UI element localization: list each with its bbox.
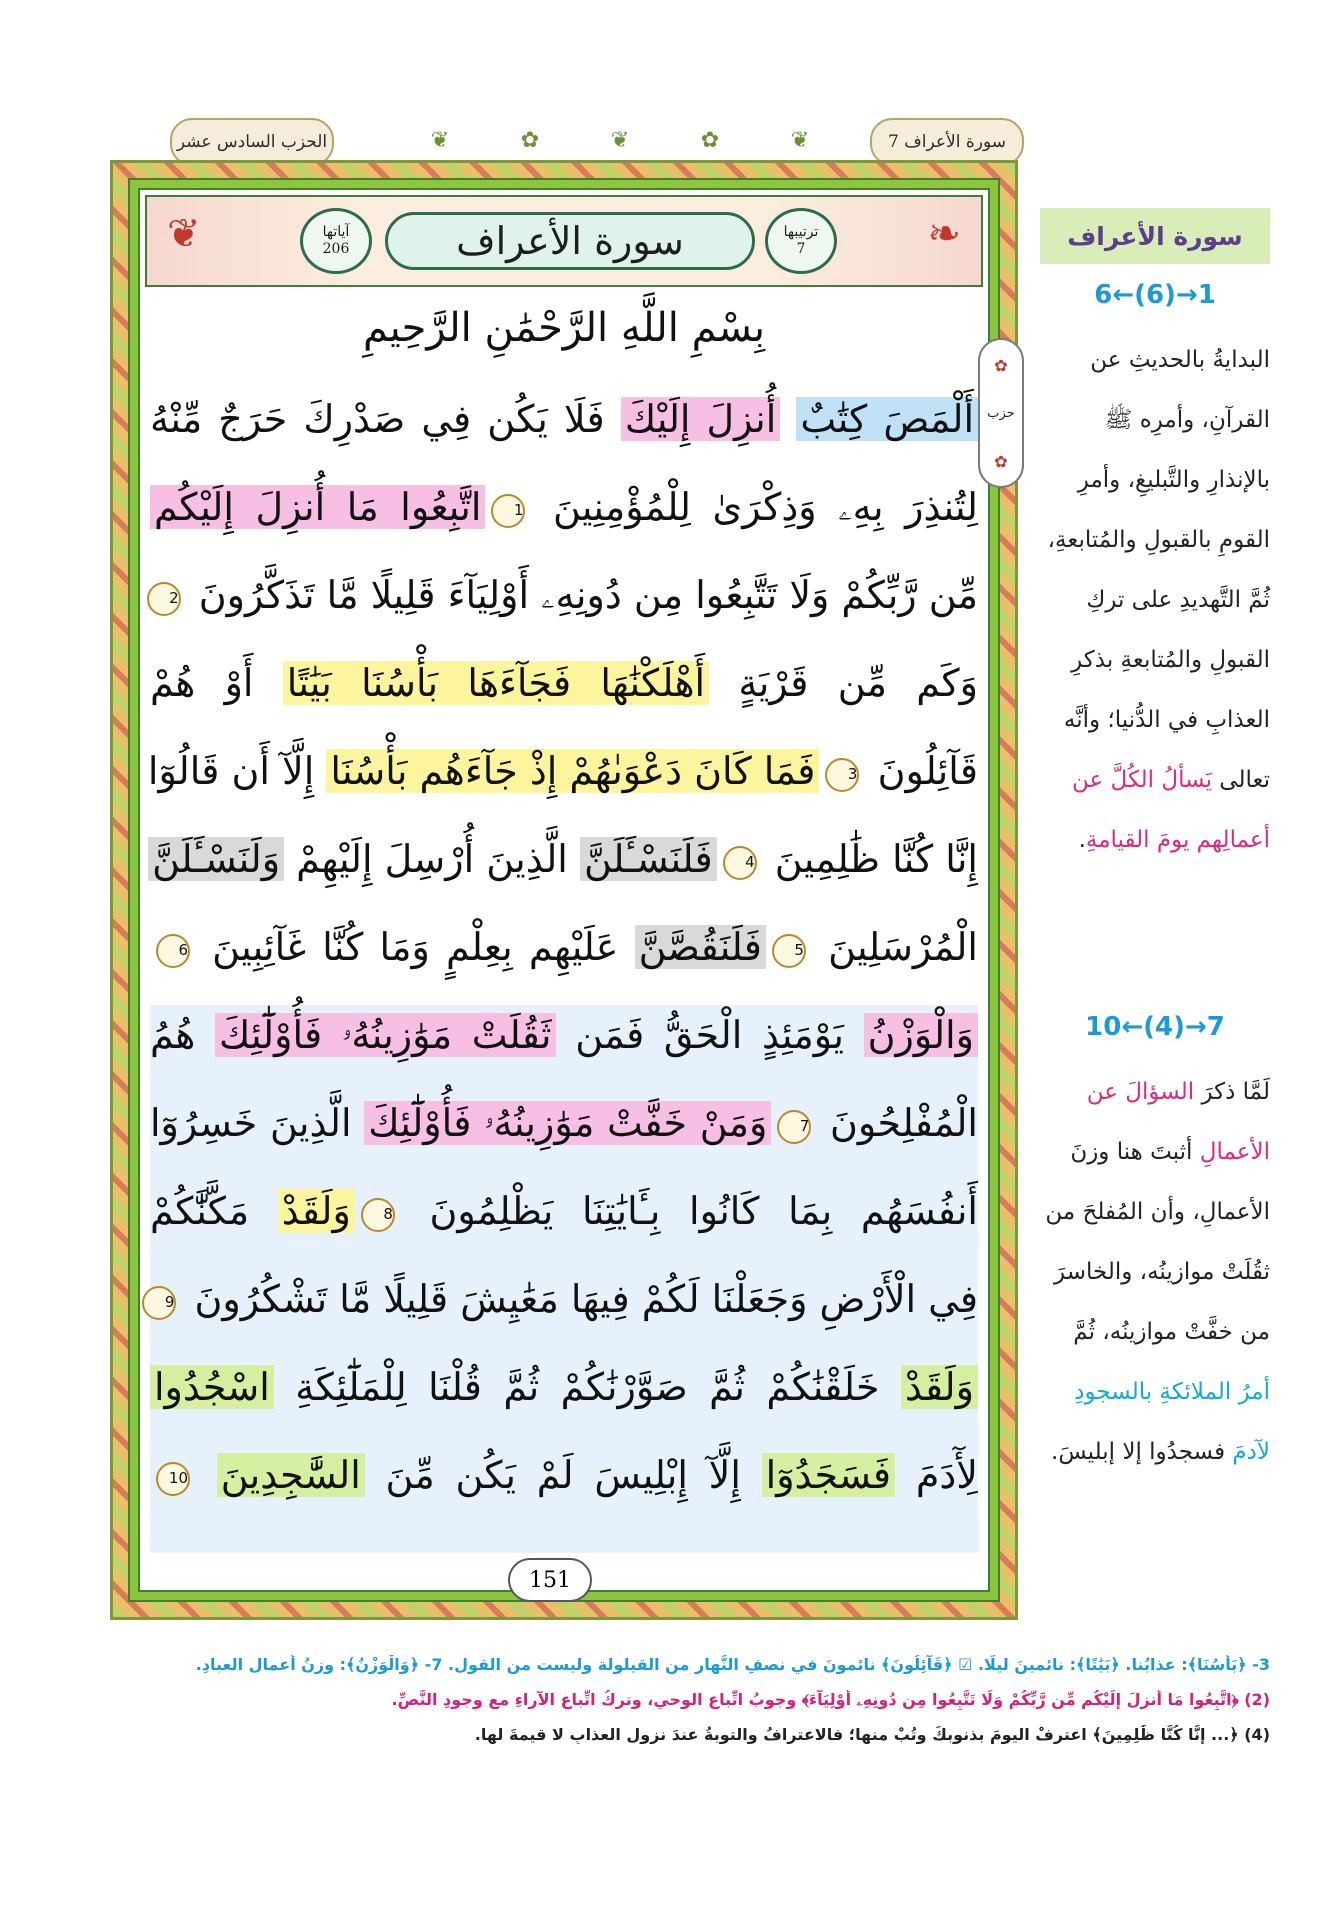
surah-order-badge	[765, 208, 837, 274]
ayah-number-marker: 1	[491, 494, 525, 528]
flourish-icon: ❧	[927, 211, 961, 257]
header-hizb-ref: الحزب السادس عشر	[170, 118, 334, 166]
highlighted-phrase: وَلَنَسْـَٔلَنَّ	[148, 837, 284, 881]
sidebar-emphasis: أمرُ الملائكةِ بالسجودِ لآدمَ	[1074, 1379, 1270, 1465]
verse-line	[150, 551, 978, 639]
highlighted-phrase: السَّٰجِدِينَ	[217, 1453, 365, 1497]
ayah-number-marker: 9	[142, 1286, 176, 1320]
highlighted-phrase: أُنزِلَ إِلَيْكَ	[621, 397, 780, 441]
ornament-icon: ✿	[520, 127, 540, 153]
highlighted-phrase: ثَقُلَتْ مَوَٰزِينُهُۥ فَأُوْلَٰٓئِكَ	[215, 1013, 555, 1057]
verse-phrase: يَوْمَئِذٍ الْحَقُّ فَمَن	[575, 1013, 844, 1057]
highlighted-phrase: اسْجُدُوا	[150, 1365, 274, 1409]
verse-phrase: فِي الْأَرْضِ وَجَعَلْنَا لَكُمْ فِيهَا مَعَٰيِشَ قَلِيلًا مَّا تَشْكُرُونَ	[194, 1277, 978, 1321]
sidebar-text: البدايةُ بالحديثِ عن القرآنِ، وأمرِه ﷺ بالإنذارِ والتَّبليغِ، وأمرِ القومِ بالقبولِ والمُتابعةِ، ثُمَّ التَّهديدِ على تركِ القبولِ والمُتابعةِ بذكرِ العذابِ في الدُّنيا؛ وأنَّه تعالى	[1047, 347, 1270, 793]
verses-value: 206	[322, 241, 350, 257]
verse-phrase: أَوْ هُمْ	[150, 661, 254, 705]
verse-phrase: إِنَّا كُنَّا ظَٰلِمِينَ	[774, 837, 978, 881]
hizb-ornament-icon: ✿	[994, 355, 1008, 375]
order-value: 7	[796, 241, 806, 257]
sidebar-text: لَمَّا ذكرَ	[1194, 1079, 1270, 1105]
verse-line	[150, 1079, 978, 1167]
verse-line	[150, 991, 978, 1079]
ayah-number-marker: 3	[825, 758, 859, 792]
ayah-number-marker: 8	[361, 1198, 395, 1232]
ayah-number-marker: 6	[156, 934, 190, 968]
verse-line	[150, 815, 978, 903]
sidebar-text: .	[1078, 827, 1086, 853]
footnote-vocab: 3- ﴿بَأْسُنَا﴾: عذابُنا. ﴿بَيَٰتًا﴾: نائمينَ ليلًا. ☑ ﴿قَآئِلُونَ﴾ نائمونَ في نصفِ النَّهارِ من القيلولة وليست من القول. 7- ﴿وَالْوَزْنُ﴾: وزنُ أعمالِ العبادِ.	[195, 1655, 1270, 1674]
bismillah: بِسْمِ اللَّهِ الرَّحْمَٰنِ الرَّحِيمِ	[362, 305, 766, 351]
header-surah-ref: سورة الأعراف 7	[870, 118, 1024, 166]
verse-line	[150, 375, 978, 463]
verse-line	[150, 463, 978, 551]
verse-line	[150, 1431, 978, 1519]
highlighted-phrase: وَمَنْ خَفَّتْ مَوَٰزِينُهُۥ فَأُوْلَٰٓئِكَ	[364, 1101, 771, 1145]
order-label: ترتيبها	[783, 224, 819, 240]
verse-line	[150, 903, 978, 991]
header-ornament	[395, 118, 845, 162]
verses-label: آياتها	[322, 224, 350, 240]
verse-phrase: الْمُفْلِحُونَ	[830, 1101, 978, 1145]
ayah-number-marker: 2	[147, 582, 181, 616]
highlighted-phrase: فَسَجَدُوٓا	[762, 1453, 895, 1497]
highlighted-phrase: وَلَقَدْ	[901, 1365, 978, 1409]
ornament-icon: ❦	[790, 127, 810, 153]
ayah-number-marker: 7	[777, 1110, 811, 1144]
flourish-icon: ❦	[167, 211, 201, 257]
sidebar-text: فسجدُوا إلا إبليسَ.	[1051, 1439, 1233, 1465]
verse-phrase: الَّذِينَ خَسِرُوٓا	[150, 1101, 352, 1145]
sidebar-range-2: 10←(4)→7	[1085, 1012, 1225, 1042]
sidebar-paragraph-2	[1040, 1062, 1270, 1622]
sidebar-text: أثبتَ هنا وزنَ الأعمالِ، وأن المُفلحَ من ثقُلَتْ موازينُه، والخاسرَ من خفَّتْ موازينُه، ثُمَّ	[1045, 1139, 1270, 1345]
verse-phrase: إِلَّآ أَن قَالُوٓا	[147, 749, 315, 793]
hizb-ornament-icon: ✿	[994, 451, 1008, 471]
ayah-number-marker: 5	[772, 934, 806, 968]
highlighted-phrase: أَلْمَصَ كِتَٰبٌ	[796, 397, 978, 441]
verse-phrase: أَنفُسَهُم بِمَا كَانُوا بِـَٔايَٰتِنَا يَظْلِمُونَ	[429, 1189, 978, 1233]
highlighted-phrase: فَلَنَسْـَٔلَنَّ	[580, 837, 717, 881]
verse-line	[147, 727, 978, 815]
ayah-number-marker: 4	[723, 846, 757, 880]
highlighted-phrase: أَهْلَكْنَٰهَا فَجَآءَهَا بَأْسُنَا بَيَٰتًا	[283, 661, 709, 705]
verse-phrase: لِتُنذِرَ بِهِۦ وَذِكْرَىٰ لِلْمُؤْمِنِينَ	[553, 485, 978, 529]
ornament-icon: ❦	[610, 127, 630, 153]
sidebar-range-1: 6←(6)→1	[1094, 280, 1216, 310]
verse-line	[150, 1343, 978, 1431]
page-number: 151	[508, 1558, 592, 1602]
verse-phrase: هُمُ	[150, 1013, 196, 1057]
sidebar-emphasis: السؤالَ عن الأعمالِ	[1086, 1079, 1270, 1165]
verse-phrase: وَكَم مِّن قَرْيَةٍ	[738, 661, 978, 705]
highlighted-phrase: اتَّبِعُوا مَا أُنزِلَ إِلَيْكُم	[150, 485, 485, 529]
verse-phrase: الَّذِينَ أُرْسِلَ إِلَيْهِمْ	[296, 837, 568, 881]
highlighted-phrase: وَلَقَدْ	[278, 1189, 355, 1233]
verse-phrase: الْمُرْسَلِينَ	[828, 925, 978, 969]
verse-phrase: فَلَا يَكُن فِي صَدْرِكَ حَرَجٌ مِّنْهُ	[150, 397, 605, 441]
verse-phrase: مِّن رَّبِّكُمْ وَلَا تَتَّبِعُوا مِن دُونِهِۦ أَوْلِيَآءَ قَلِيلًا مَّا تَذَكَّرُونَ	[198, 573, 978, 617]
sidebar-paragraph-1	[1040, 330, 1270, 1010]
verse-phrase: خَلَقْنَٰكُمْ ثُمَّ صَوَّرْنَٰكُمْ ثُمَّ قُلْنَا لِلْمَلَٰٓئِكَةِ	[295, 1365, 880, 1409]
highlighted-phrase: فَمَا كَانَ دَعْوَىٰهُمْ إِذْ جَآءَهُم بَأْسُنَا	[326, 749, 819, 793]
verse-line	[150, 1255, 978, 1343]
sidebar-emphasis: يَسألُ الكُلَّ عن أعمالِهم يومَ القيامةِ	[1071, 767, 1270, 853]
footnote-lesson-2: (2) ﴿اتَّبِعُوا مَا أُنزِلَ إِلَيْكُم مِّن رَّبِّكُمْ وَلَا تَتَّبِعُوا مِن دُونِهِۦ أَوْلِيَآءَ﴾ وجوبُ اتِّباعِ الوحيِ، وتركُ اتِّباعِ الآراءِ مع وجودِ النَّصِّ.	[391, 1690, 1270, 1709]
surah-title: سورة الأعراف	[385, 212, 755, 270]
verse-line	[150, 1167, 978, 1255]
hizb-marker	[978, 338, 1024, 488]
hizb-label: حزب	[987, 405, 1015, 421]
verse-phrase: عَلَيْهِم بِعِلْمٍ وَمَا كُنَّا غَآئِبِينَ	[212, 925, 619, 969]
ornament-icon: ❦	[430, 127, 450, 153]
verse-phrase: لِأٓدَمَ	[915, 1453, 978, 1497]
footnote-lesson-4: (4) ﴿... إِنَّا كُنَّا ظَٰلِمِينَ﴾ اعترفْ اليومَ بذنوبِكَ وتُبْ منها؛ فالاعترافُ والتوبةُ عندَ نزولِ العذابِ لا قيمةَ لها.	[474, 1725, 1270, 1744]
verse-line	[150, 639, 978, 727]
highlighted-phrase: فَلَنَقُصَّنَّ	[635, 925, 766, 969]
highlighted-phrase: وَالْوَزْنُ	[864, 1013, 978, 1057]
ornament-icon: ✿	[700, 127, 720, 153]
verse-count-badge	[300, 208, 372, 274]
verse-phrase: مَكَّنَّٰكُمْ	[150, 1189, 250, 1233]
ayah-number-marker: 10	[156, 1462, 190, 1496]
verse-phrase: قَآئِلُونَ	[877, 749, 978, 793]
verse-phrase: إِلَّآ إِبْلِيسَ لَمْ يَكُن مِّنَ	[385, 1453, 741, 1497]
sidebar-title: سورة الأعراف	[1040, 208, 1270, 264]
